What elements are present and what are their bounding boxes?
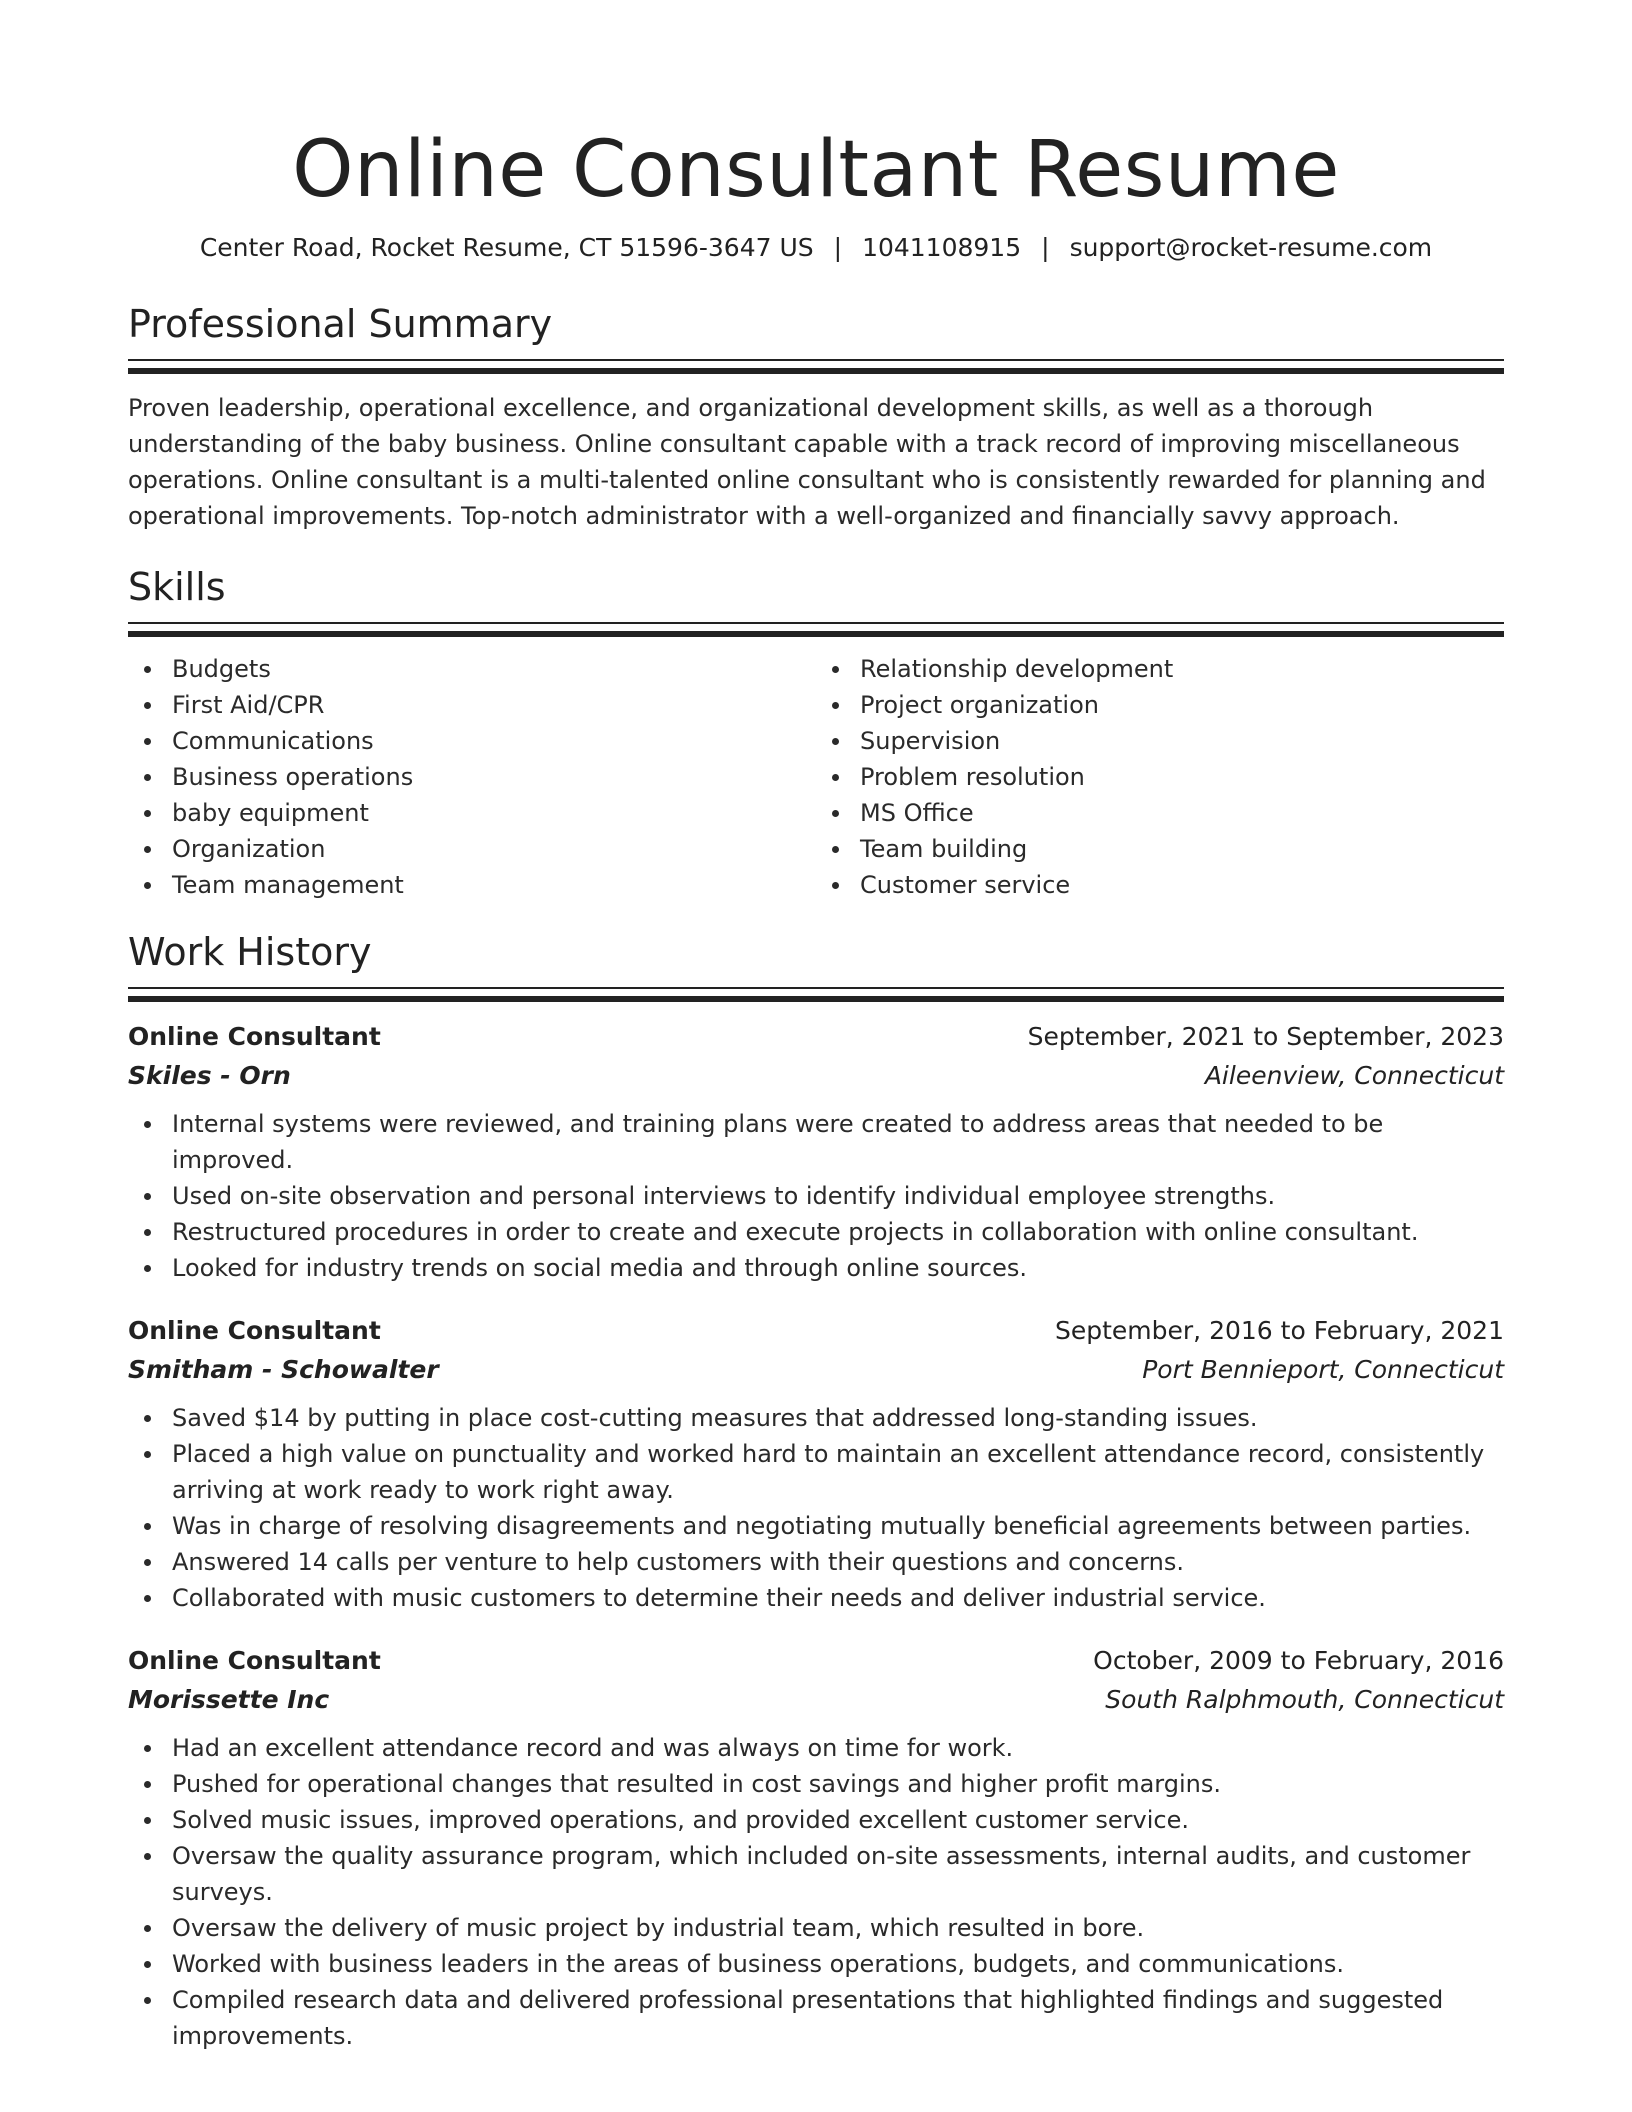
job-entry (128, 1642, 1504, 2054)
skill-item: Communications (128, 723, 816, 759)
job-bullet: Restructured procedures in order to create and execute projects in collaboration with online consultant. (128, 1214, 1504, 1250)
section-divider (128, 622, 1504, 637)
resume-title: Online Consultant Resume (292, 125, 1340, 215)
skill-item: First Aid/CPR (128, 687, 816, 723)
skill-item: Team building (816, 831, 1504, 867)
skill-item: Organization (128, 831, 816, 867)
job-bullet: Oversaw the quality assurance program, which included on-site assessments, internal audits, and customer surveys. (128, 1838, 1504, 1910)
job-header-row (128, 1018, 1504, 1056)
contact-separator: | (1041, 233, 1050, 262)
job-dates: September, 2016 to February, 2021 (1055, 1316, 1504, 1345)
skill-item: Supervision (816, 723, 1504, 759)
summary-heading: Professional Summary (128, 302, 553, 346)
job-dates: September, 2021 to September, 2023 (1027, 1022, 1504, 1051)
job-entry (128, 1018, 1504, 1286)
job-title: Online Consultant (128, 1646, 381, 1675)
section-divider (128, 987, 1504, 1002)
job-location: Port Bennieport, Connecticut (1142, 1355, 1504, 1384)
job-header-row (128, 1312, 1504, 1350)
job-header-row (128, 1642, 1504, 1680)
job-bullet: Had an excellent attendance record and was always on time for work. (128, 1730, 1504, 1766)
summary-text: Proven leadership, operational excellence, and organizational development skills, as well as a thorough understanding of the baby business. Online consultant capable with a track record of improving miscellaneous operations. Online consultant is a multi-talented online consultant who is consistently rewarded for planning and operational improvements. Top-notch administrator with a well-organized and financially savvy approach. (128, 394, 1486, 530)
contact-address: Center Road, Rocket Resume, CT 51596-3647 US (199, 233, 814, 262)
job-bullet: Was in charge of resolving disagreements and negotiating mutually beneficial agreements between parties. (128, 1508, 1504, 1544)
job-bullet: Internal systems were reviewed, and training plans were created to address areas that needed to be improved. (128, 1106, 1504, 1178)
job-bullet: Oversaw the delivery of music project by industrial team, which resulted in bore. (128, 1910, 1504, 1946)
work-history-heading: Work History (128, 930, 372, 974)
skill-item: baby equipment (128, 795, 816, 831)
job-bullet: Pushed for operational changes that resulted in cost savings and higher profit margins. (128, 1766, 1504, 1802)
job-title: Online Consultant (128, 1316, 381, 1345)
job-company: Smitham - Schowalter (128, 1355, 439, 1384)
skill-item: Business operations (128, 759, 816, 795)
job-bullet: Answered 14 calls per venture to help customers with their questions and concerns. (128, 1544, 1504, 1580)
skills-grid (128, 651, 1504, 903)
job-title: Online Consultant (128, 1022, 381, 1051)
job-entry (128, 1312, 1504, 1616)
skill-item: Team management (128, 867, 816, 903)
skills-section (128, 564, 1504, 903)
job-location: South Ralphmouth, Connecticut (1105, 1685, 1504, 1714)
summary-section (128, 301, 1504, 534)
job-bullet: Used on-site observation and personal interviews to identify individual employee strengths. (128, 1178, 1504, 1214)
job-company-row (128, 1056, 1504, 1096)
skill-item: Relationship development (816, 651, 1504, 687)
job-bullets (128, 1730, 1504, 2054)
job-location: Aileenview, Connecticut (1204, 1061, 1504, 1090)
job-bullet: Compiled research data and delivered professional presentations that highlighted findings and suggested improvements. (128, 1982, 1504, 2054)
skill-item: MS Office (816, 795, 1504, 831)
contact-email[interactable]: support@rocket-resume.com (1069, 233, 1433, 262)
job-bullet: Worked with business leaders in the areas of business operations, budgets, and communications. (128, 1946, 1504, 1982)
skill-item: Project organization (816, 687, 1504, 723)
job-bullet: Placed a high value on punctuality and worked hard to maintain an excellent attendance record, consistently arriving at work ready to work right away. (128, 1436, 1504, 1508)
skill-item: Customer service (816, 867, 1504, 903)
skills-heading: Skills (128, 565, 226, 609)
job-bullets (128, 1400, 1504, 1616)
job-company: Skiles - Orn (128, 1061, 291, 1090)
section-divider (128, 359, 1504, 374)
contact-separator: | (833, 233, 843, 262)
job-bullet: Looked for industry trends on social media and through online sources. (128, 1250, 1504, 1286)
skills-list-left (128, 651, 816, 903)
job-dates: October, 2009 to February, 2016 (1093, 1646, 1504, 1675)
skill-item: Problem resolution (816, 759, 1504, 795)
job-bullet: Collaborated with music customers to determine their needs and deliver industrial service. (128, 1580, 1504, 1616)
job-company: Morissette Inc (128, 1685, 330, 1714)
work-history-section (128, 929, 1504, 2054)
job-company-row (128, 1680, 1504, 1720)
skills-list-right (816, 651, 1504, 903)
job-bullet: Saved $14 by putting in place cost-cutting measures that addressed long-standing issues. (128, 1400, 1504, 1436)
resume-page (128, 0, 1504, 2054)
job-bullets (128, 1106, 1504, 1286)
job-company-row (128, 1350, 1504, 1390)
contact-line (128, 231, 1504, 265)
job-bullet: Solved music issues, improved operations, and provided excellent customer service. (128, 1802, 1504, 1838)
contact-phone: 1041108915 (862, 233, 1022, 262)
skill-item: Budgets (128, 651, 816, 687)
